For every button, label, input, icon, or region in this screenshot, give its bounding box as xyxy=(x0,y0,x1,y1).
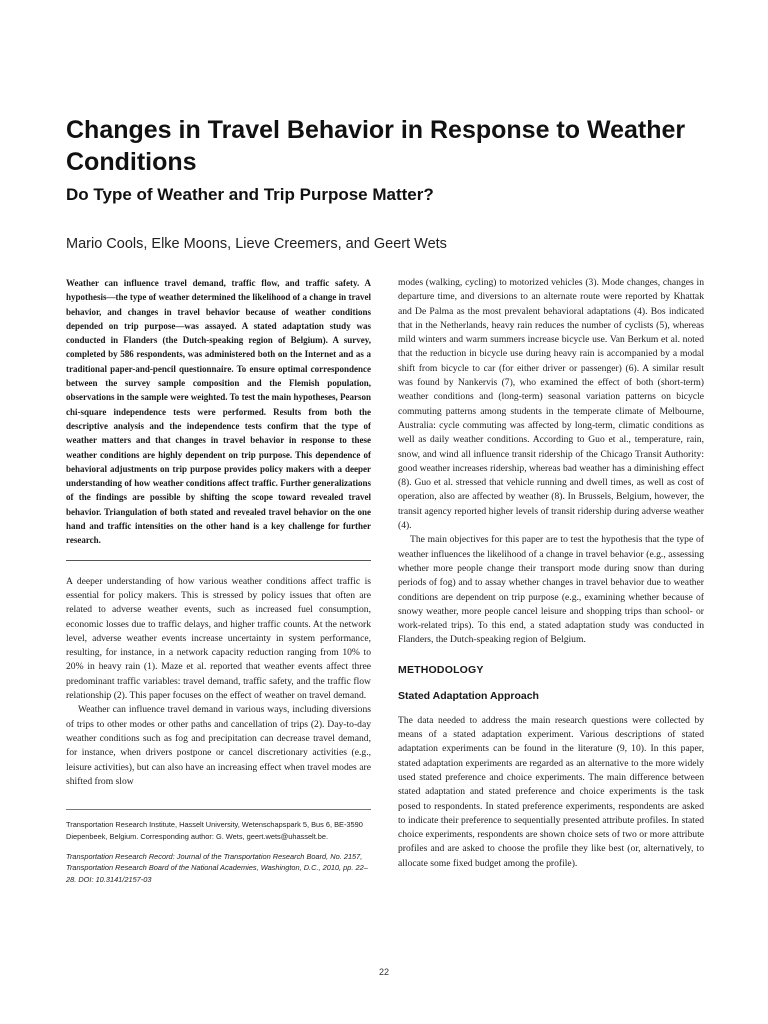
body-paragraph: The data needed to address the main research questions were collected by means of a stated adaptation experiment. Various descriptions of stated adaptation experiments can be found in the literature (9, 10). In this paper, stated adaptation experiments are regarded as an alternative to the more widely used stated preference and choice experiments. The main difference between stated adaptation and stated preference and choice experiments is the task posed to respondents. In stated preference experiments, respondents are asked to indicate their preference to sequentially presented attribute profiles. In stated choice experiments, respondents are shown choice sets of two or more attribute profiles and are asked to choose the profile they like best (or, alternatively, to allocate some fixed budget among the profile). xyxy=(398,714,704,869)
citation-footnote: Transportation Research Record: Journal of the Transportation Research Board, No. 2157, Transportation Research Board of the National Academies, Washington, D.C., 2010, pp. 22–28. DOI: 10.3141/2157-03 xyxy=(66,851,368,884)
author-list: Mario Cools, Elke Moons, Lieve Creemers, and Geert Wets xyxy=(66,236,447,252)
body-paragraph: Weather can influence travel demand in various ways, including diversions of trips to other modes or other paths and cancellation of trips (2). Day-to-day weather conditions such as fog and precipitation can decrease travel demand, for instance, when drivers postpone or cancel discretionary activities (e.g., leisure activities), but can also have an increasing effect when travel modes are shifted from slow xyxy=(66,704,371,787)
body-paragraph: The main objectives for this paper are to test the hypothesis that the type of weather influences the likelihood of a change in travel behavior (e.g., assessing whether more people change their transport mode during snow than during periods of fog) and to assay whether changes in travel behavior due to weather conditions are dependent on trip purpose (e.g., examining whether because of snowy weather, more people cancel leisure and shopping trips than school- or work-related trips). To this end, a stated adaptation study was conducted in Flanders, the Dutch-speaking region of Belgium. xyxy=(398,534,704,646)
left-column xyxy=(66,276,371,885)
right-column xyxy=(398,276,704,871)
paper-title: Changes in Travel Behavior in Response to Weather Conditions xyxy=(66,116,686,176)
body-paragraph: modes (walking, cycling) to motorized vehicles (3). Mode changes, changes in departure time, and diversions to an alternate route were reported by Khattak and De Palma as the most prevalent behavioral adaptations (4). Bos indicated that in the Netherlands, heavy rain reduces the number of cyclists (5), whereas mild winters and warm summers increase bicycle use. Van Berkum et al. noted that the reduction in bicycle use during heavy rain is accompanied by a modal shift from bicycle to car (for either driver or passenger) (6). A similar result was found by Nankervis (7), who examined the effect of both (short-term) weather conditions and (long-term) seasonal variation patterns on bicycle commuting patterns among students in the temperate climate of Melbourne, Australia: cycle commuting was affected by long-term, climatic conditions as well as daily weather conditions. According to Guo et al., temperature, rain, snow, and wind all influence transit ridership of the Chicago Transit Authority: good weather increases ridership, whereas bad weather has a diminishing effect (8). Guo et al. stressed that vehicle running and dwell times, as well as cost of operation, also are affected by weather (8). In Brussels, Belgium, however, the transit agency reported higher levels of transit ridership during adverse weather (4). xyxy=(398,277,704,532)
affiliation-footnote: Transportation Research Institute, Hasselt University, Wetenschapspark 5, Bus 6, BE-3590 Diepenbeek, Belgium. Corresponding author: G. Wets, geert.wets@uhasselt.be. xyxy=(66,820,363,841)
page-number: 22 xyxy=(378,967,389,977)
intro-body xyxy=(66,575,371,789)
methodology-body xyxy=(398,714,704,871)
right-body xyxy=(398,276,704,648)
abstract: Weather can influence travel demand, traffic flow, and traffic safety. A hypothesis—the type of weather determined the likelihood of a change in travel behavior, and changes in travel behavior because of weather conditions depended on trip purpose—was assayed. A stated adaptation study was conducted in Flanders (the Dutch-speaking region of Belgium). A survey, completed by 586 respondents, was administered both on the Internet and as a traditional paper-and-pencil questionnaire. To ensure optimal correspondence between the survey sample composition and the Flemish population, observations in the sample were weighted. To test the main hypotheses, Pearson chi-square independence tests were performed. Results from both the descriptive analysis and the independence tests confirm that the type of weather matters and that changes in travel behavior in response to these weather conditions are highly dependent on trip purpose. This dependence of behavioral adjustments on trip purpose provides policy makers with a deeper understanding of how weather conditions affect traffic. Further generalizations of the findings are possible by shifting the scope toward revealed travel behavior. Triangulation of both stated and revealed travel behavior on the one hand and traffic intensities on the other hand is a key challenge for further research. xyxy=(66,278,371,546)
subsection-heading: Stated Adaptation Approach xyxy=(398,689,539,702)
footnote-divider xyxy=(66,809,371,810)
section-heading: METHODOLOGY xyxy=(398,663,484,676)
abstract-divider xyxy=(66,560,371,561)
paper-subtitle: Do Type of Weather and Trip Purpose Matter? xyxy=(66,185,434,204)
body-paragraph: A deeper understanding of how various weather conditions affect traffic is essential for policy makers. This is stressed by policy issues that often are related to adverse weather events, such as increased fuel consumption, economic losses due to traffic delays, and higher traffic counts. At the network level, adverse weather events increase uncertainty in system performance, resulting, for instance, in a network capacity reduction ranging from 10% to 20% in heavy rain (1). Maze et al. reported that weather events affect three predominant traffic variables: travel demand, traffic safety, and the traffic flow relationship (2). This paper focuses on the effect of weather on travel demand. xyxy=(66,575,371,702)
